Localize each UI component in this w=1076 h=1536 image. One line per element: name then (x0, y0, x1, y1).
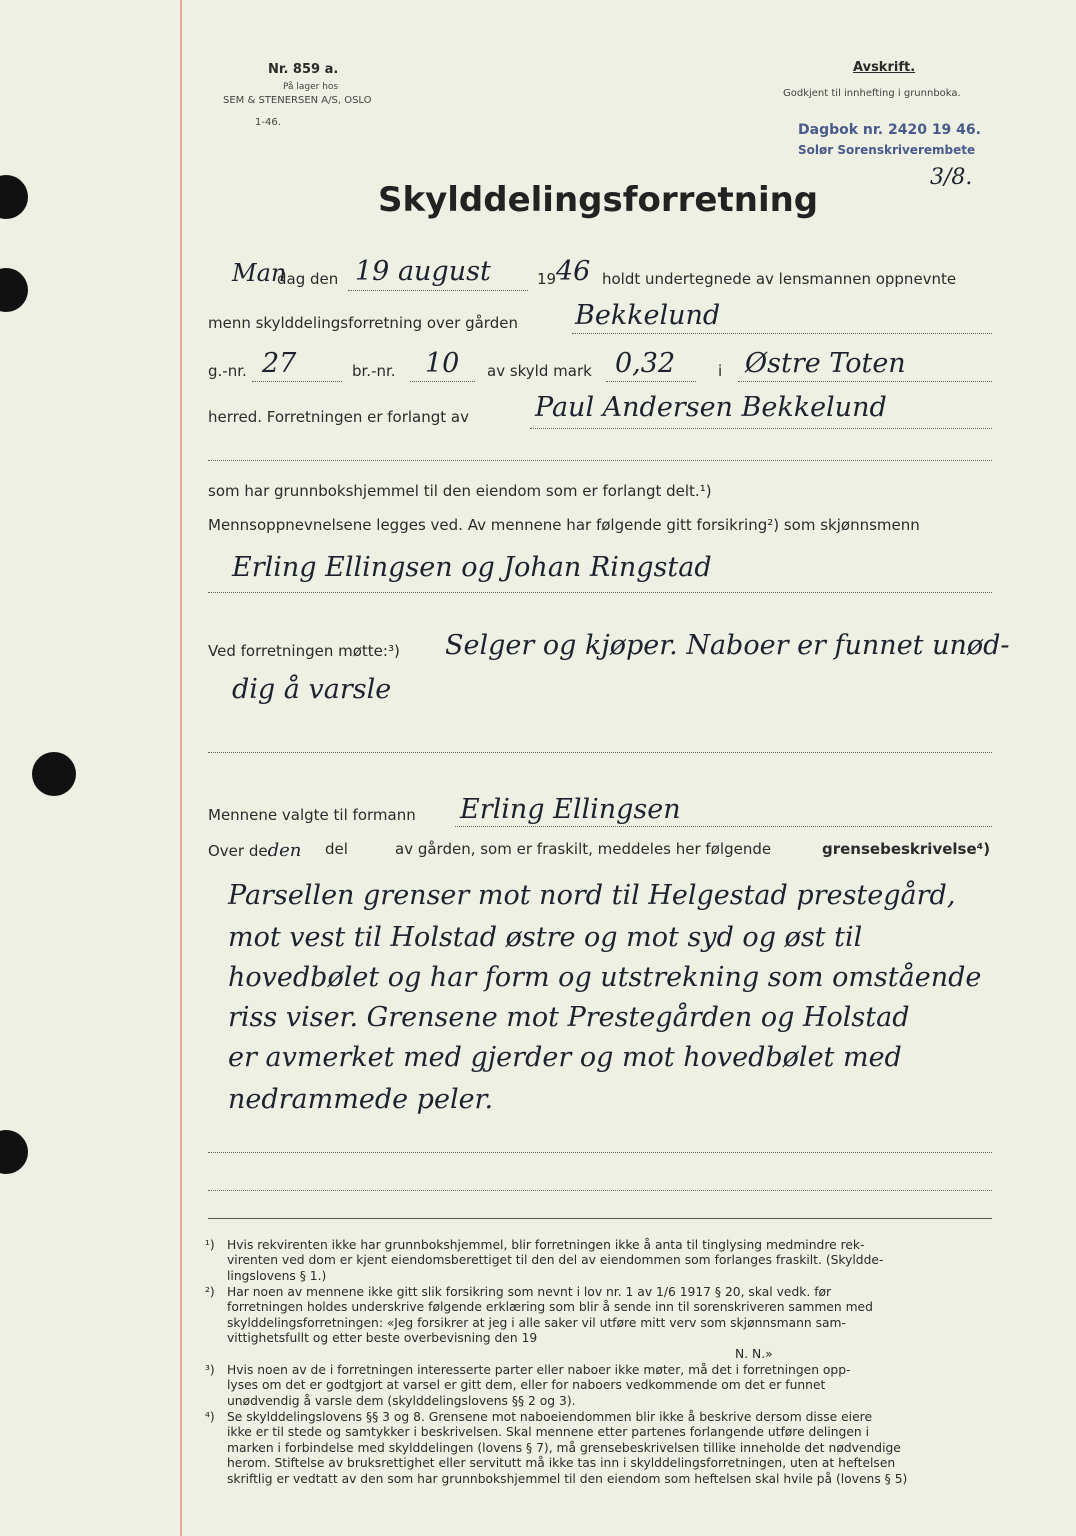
footnote-line: Hvis rekvirenten ikke har grunnbokshjemmel, blir forretningen ikke å anta til tinglysing medmindre rek- (227, 1238, 865, 1252)
herred-text: herred. Forretningen er forlangt av (208, 408, 469, 426)
garden-label: av gården, som er fraskilt, meddeles her følgende (395, 840, 772, 858)
men-text: menn skylddelingsforretning over gården (208, 314, 518, 332)
punch-hole (32, 752, 76, 796)
punch-hole (0, 175, 28, 219)
boundary-line: hovedbølet og har form og utstrekning som omstående (228, 962, 982, 993)
footnote-line: marken i forbindelse med skylddelingen (lovens § 7), må grensebeskrivelsen tillike inneholde det nødvendige (227, 1440, 901, 1455)
edition-line: 1-46. (255, 117, 281, 128)
footnote-line: N. N.» (735, 1346, 773, 1361)
skyld-handwritten: 0,32 (615, 348, 676, 379)
punch-hole (0, 268, 28, 312)
assessors-dots (208, 592, 992, 593)
diary-stamp-number: Dagbok nr. 2420 19 46. (798, 122, 981, 138)
i-label: i (718, 362, 723, 380)
boundary-line: nedrammede peler. (228, 1084, 494, 1115)
attended-label: Ved forretningen møtte:³) (208, 642, 400, 660)
dag-den-label: dag den (277, 270, 339, 288)
bnr-label: br.-nr. (352, 362, 396, 380)
farm-handwritten: Bekkelund (575, 300, 721, 331)
gnr-dots (252, 381, 342, 382)
footnote-mark: ⁴) (205, 1410, 215, 1424)
farm-dots (572, 333, 992, 334)
district-handwritten: Østre Toten (745, 348, 906, 379)
footnote-line: virenten ved dom er kjent eiendomsberettiget til den del av eiendommen som forlanges fraskilt. (Skyldde- (227, 1253, 884, 1268)
blank-dots (208, 1190, 992, 1191)
attended-handwritten-1: Selger og kjøper. Naboer er funnet unød- (445, 630, 1010, 661)
date-note: 3/8. (930, 165, 973, 190)
footnote-mark: ³) (205, 1363, 215, 1377)
boundary-line: Parsellen grenser mot nord til Helgestad prestegård, (228, 880, 956, 911)
hjemmel-text: som har grunnbokshjemmel til den eiendom som er forlangt delt.¹) (208, 482, 712, 500)
court-stamp: Solør Sorenskriverembete (798, 143, 976, 157)
footnote-line: Se skylddelingslovens §§ 3 og 8. Grensene mot naboeiendommen blir ikke å beskrive dersom disse eiere (227, 1410, 873, 1424)
blank-dots (208, 460, 992, 461)
footnote-line: herom. Stiftelse av bruksrettighet eller servitutt må ikke tas inn i skylddelingsforretningen, uten at heftelsen (227, 1456, 896, 1471)
district-dots (738, 381, 992, 382)
footnote-line: forretningen holdes underskrive følgende erklæring som blir å sende inn til sorenskriveren sammen med (227, 1300, 873, 1315)
footnote-line: skriftlig er vedtatt av den som har grunnbokshjemmel til den eiendom som heftelsen skal hvile på (lovens § 5) (227, 1471, 908, 1486)
footnote-line: skylddelingsforretningen: «Jeg forsikrer at jeg i alle saker vil utføre mitt verv som skjønnsmann sam- (227, 1315, 846, 1330)
oppnevnelse-text: Mennsoppnevnelsene legges ved. Av mennene har følgende gitt forsikring²) som skjønnsmenn (208, 516, 920, 534)
diary-stamp (798, 122, 981, 138)
red-margin-line (180, 0, 182, 1536)
gnr-label: g.-nr. (208, 362, 247, 380)
footnote-line: Har noen av mennene ikke gitt slik forsikring som nevnt i lov nr. 1 av 1/6 1917 § 20, skal vedk. før (227, 1285, 832, 1299)
footnote-1 (205, 1238, 995, 1284)
gnr-handwritten: 27 (262, 348, 297, 379)
year-handwritten: 46 (556, 256, 591, 287)
stock-line: På lager hos (283, 82, 339, 92)
footnote-3 (205, 1363, 995, 1409)
day-handwritten: Man (232, 259, 287, 287)
boundary-line: mot vest til Holstad østre og mot syd og øst til (228, 922, 863, 953)
year-prefix: 19 (537, 270, 557, 288)
form-number: Nr. 859 a. (268, 62, 339, 77)
over-hw: den (267, 840, 302, 861)
chair-dots (455, 826, 992, 827)
requester-dots (530, 428, 992, 429)
printer-line: SEM & STENERSEN A/S, OSLO (223, 95, 372, 106)
chair-handwritten: Erling Ellingsen (460, 794, 681, 825)
date-dots (348, 290, 528, 291)
held-text: holdt undertegnede av lensmannen oppnevnte (602, 270, 957, 288)
grense-label: grensebeskrivelse⁴) (822, 840, 991, 858)
footnote-line: unødvendig å varsle dem (skylddelingslovens §§ 2 og 3). (227, 1393, 576, 1408)
bnr-handwritten: 10 (425, 348, 460, 379)
footnote-line: vittighetsfullt og etter beste overbevisning den 19 (227, 1331, 538, 1346)
skyld-label: av skyld mark (487, 362, 592, 380)
punch-hole (0, 1130, 28, 1174)
blank-dots (208, 1152, 992, 1153)
attended-handwritten-2: dig å varsle (232, 674, 392, 705)
boundary-line: riss viser. Grensene mot Prestegården og Holstad (228, 1002, 910, 1033)
requester-handwritten: Paul Andersen Bekkelund (535, 392, 887, 423)
copy-title: Avskrift. (853, 60, 916, 75)
footnote-2 (205, 1285, 995, 1362)
skyld-dots (606, 381, 696, 382)
document-title: Skylddelingsforretning (378, 180, 819, 220)
bnr-dots (410, 381, 475, 382)
footnote-separator (208, 1218, 992, 1219)
footnote-line: lyses om det er godtgjort at varsel er gitt dem, eller for naboers vedkommende om det er funnet (227, 1378, 826, 1393)
footnote-mark: ²) (205, 1285, 215, 1299)
chair-label: Mennene valgte til formann (208, 806, 416, 824)
footnote-line: Hvis noen av de i forretningen interesserte parter eller naboer ikke møter, må det i forretningen opp- (227, 1363, 851, 1377)
footnote-4 (205, 1410, 995, 1487)
over-label: Over deden (208, 840, 302, 861)
footnote-mark: ¹) (205, 1238, 215, 1252)
footnote-line: ikke er til stede og samtykker i beskrivelsen. Skal mennene etter partenes forlangende utføre delingen i (227, 1425, 870, 1440)
approval-line: Godkjent til innhefting i grunnboka. (783, 88, 961, 99)
footnote-line: lingslovens § 1.) (227, 1268, 327, 1283)
date-handwritten: 19 august (355, 256, 491, 287)
del-label: del (325, 840, 348, 858)
boundary-line: er avmerket med gjerder og mot hovedbølet med (228, 1042, 902, 1073)
assessors-handwritten: Erling Ellingsen og Johan Ringstad (232, 552, 712, 583)
attended-dots (208, 752, 992, 753)
